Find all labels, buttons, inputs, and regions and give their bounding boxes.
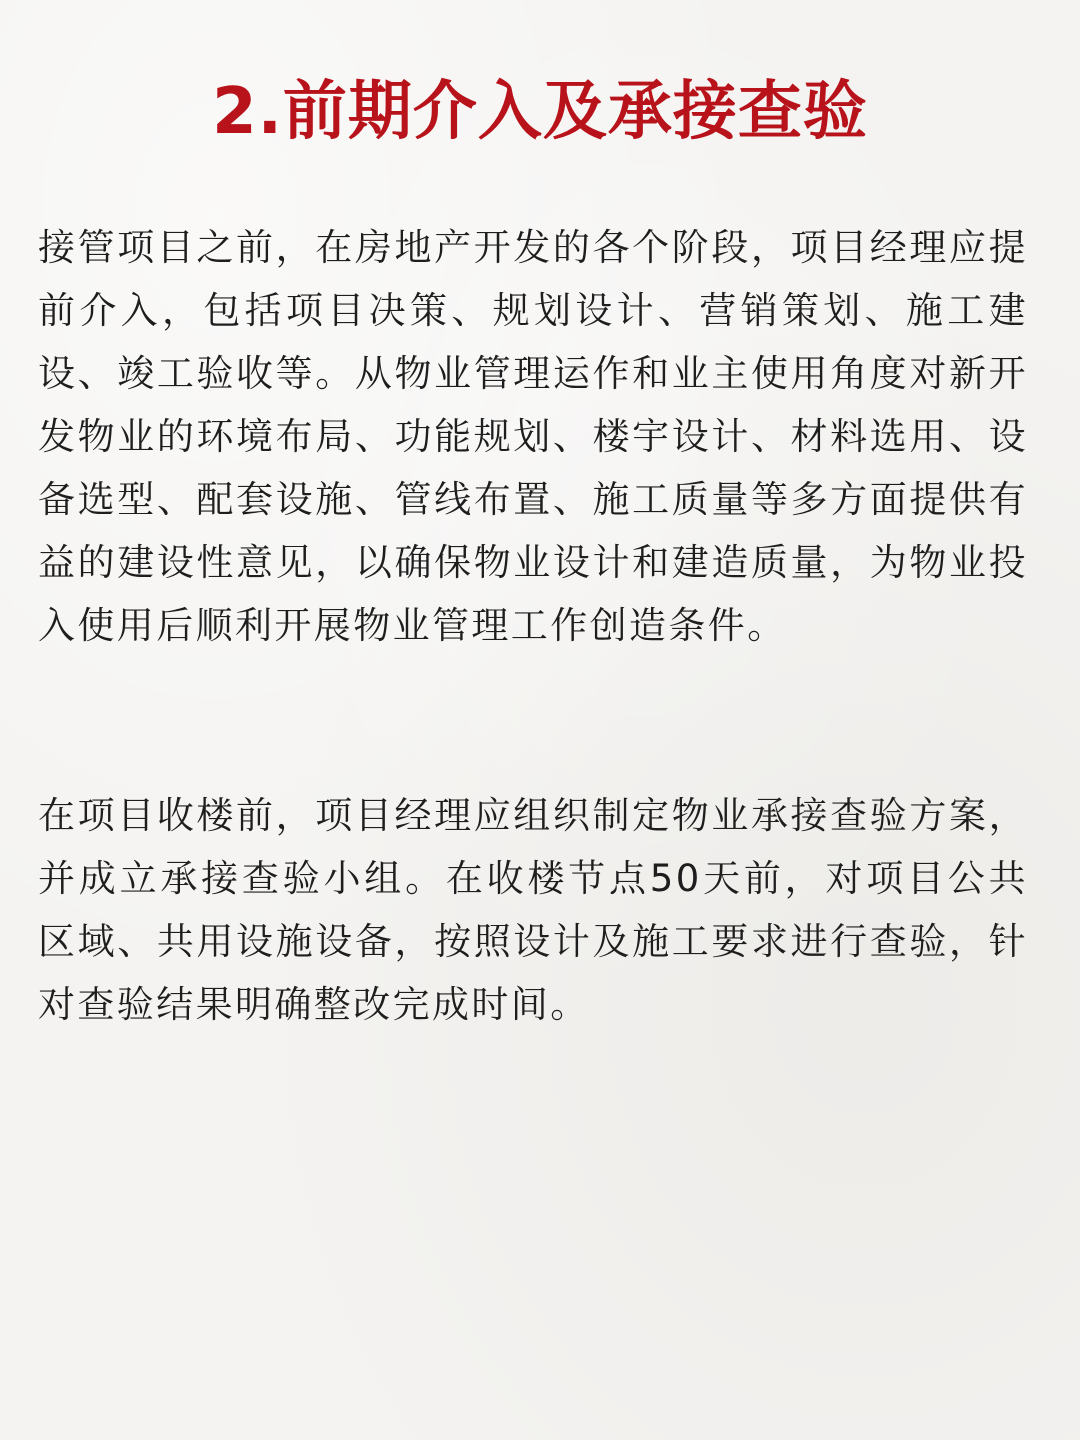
body-paragraph-1: 接管项目之前，在房地产开发的各个阶段，项目经理应提前介入，包括项目决策、规划设计、营销策划、施工建设、竣工验收等。从物业管理运作和业主使用角度对新开发物业的环境布局、功能规划、楼宇设计、材料选用、设备选型、配套设施、管线布置、施工质量等多方面提供有益的建设性意见，以确保物业设计和建造质量，为物业投入使用后顺利开展物业管理工作创造条件。 [38,226,1028,647]
page-title: 2.前期介入及承接查验 [212,75,868,149]
body-paragraph-2: 在项目收楼前，项目经理应组织制定物业承接查验方案，并成立承接查验小组。在收楼节点50天前，对项目公共区域、共用设施设备，按照设计及施工要求进行查验，针对查验结果明确整改完成时间。 [38,794,1028,1026]
